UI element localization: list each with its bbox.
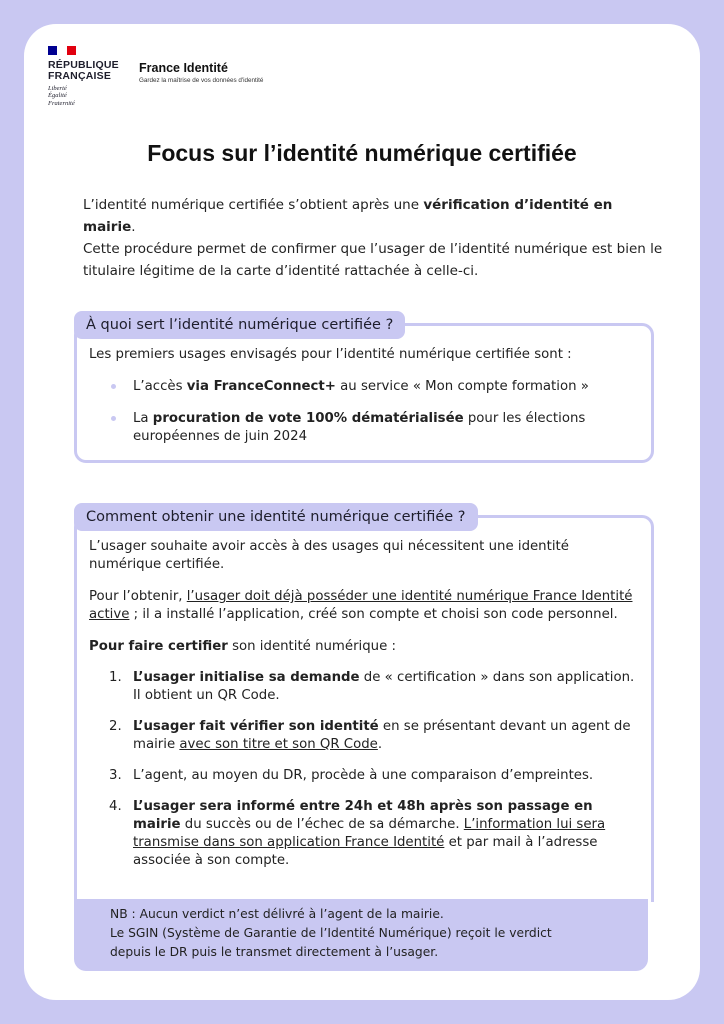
obtain-section-heading: Comment obtenir une identité numérique certifiée ? bbox=[74, 503, 478, 531]
document-page bbox=[24, 24, 700, 1000]
nb-line: NB : Aucun verdict n’est délivré à l’agent de la mairie. bbox=[110, 907, 444, 921]
list-item: L’accès via FranceConnect+ au service « Mon compte formation » bbox=[109, 378, 639, 396]
french-flag-icon bbox=[48, 46, 76, 55]
step-item: 3. L’agent, au moyen du DR, procède à une comparaison d’empreintes. bbox=[109, 768, 594, 783]
step-item: 2. L’usager fait vérifier son identité en se présentant devant un agent de mairie avec son titre et son QR Code. bbox=[109, 719, 631, 752]
step-item: 4. L’usager sera informé entre 24h et 48h après son passage en mairie du succès ou de l’échec de sa démarche. L’information lui sera transmise dans son application France Identité et par mail à l’adresse associée à son compte. bbox=[109, 799, 606, 868]
nb-line: depuis le DR puis le transmet directement à l’usager. bbox=[110, 945, 439, 959]
obtain-paragraph-1: L’usager souhaite avoir accès à des usages qui nécessitent une identité numérique certifiée. bbox=[89, 539, 569, 572]
brand-name: France Identité bbox=[139, 61, 228, 75]
intro-paragraph-1: L’identité numérique certifiée s’obtient après une vérification d’identité en mairie. bbox=[83, 197, 613, 235]
usage-section-heading: À quoi sert l’identité numérique certifiée ? bbox=[74, 311, 405, 339]
page-title: Focus sur l’identité numérique certifiée bbox=[147, 140, 577, 166]
brand-tagline: Gardez la maîtrise de vos données d'identité bbox=[139, 77, 264, 84]
republique-name: RÉPUBLIQUE FRANÇAISE bbox=[48, 59, 119, 82]
obtain-paragraph-2: Pour l’obtenir, l’usager doit déjà posséder une identité numérique France Identité active ; il a installé l’application, créé son compte et choisi son code personnel. bbox=[89, 589, 633, 622]
nb-line: Le SGIN (Système de Garantie de l’Identité Numérique) reçoit le verdict bbox=[110, 926, 552, 940]
intro-text bbox=[83, 194, 663, 282]
republic-motto: Liberté Égalité Fraternité bbox=[48, 85, 75, 107]
obtain-paragraph-3: Pour faire certifier son identité numérique : bbox=[89, 639, 396, 654]
usage-lead: Les premiers usages envisagés pour l’identité numérique certifiée sont : bbox=[89, 347, 572, 362]
usage-section bbox=[74, 317, 654, 463]
intro-paragraph-2: Cette procédure permet de confirmer que l’usager de l’identité numérique est bien le titulaire légitime de la carte d’identité rattachée à celle-ci. bbox=[83, 241, 663, 279]
france-identite-brand bbox=[139, 61, 263, 84]
republique-francaise-logo bbox=[48, 46, 119, 107]
list-item: La procuration de vote 100% dématérialisée pour les élections européennes de juin 2024 bbox=[109, 410, 639, 446]
nb-note bbox=[74, 899, 648, 971]
step-item: 1. L’usager initialise sa demande de « certification » dans son application. Il obtient un QR Code. bbox=[109, 670, 635, 703]
obtain-section bbox=[74, 509, 654, 902]
